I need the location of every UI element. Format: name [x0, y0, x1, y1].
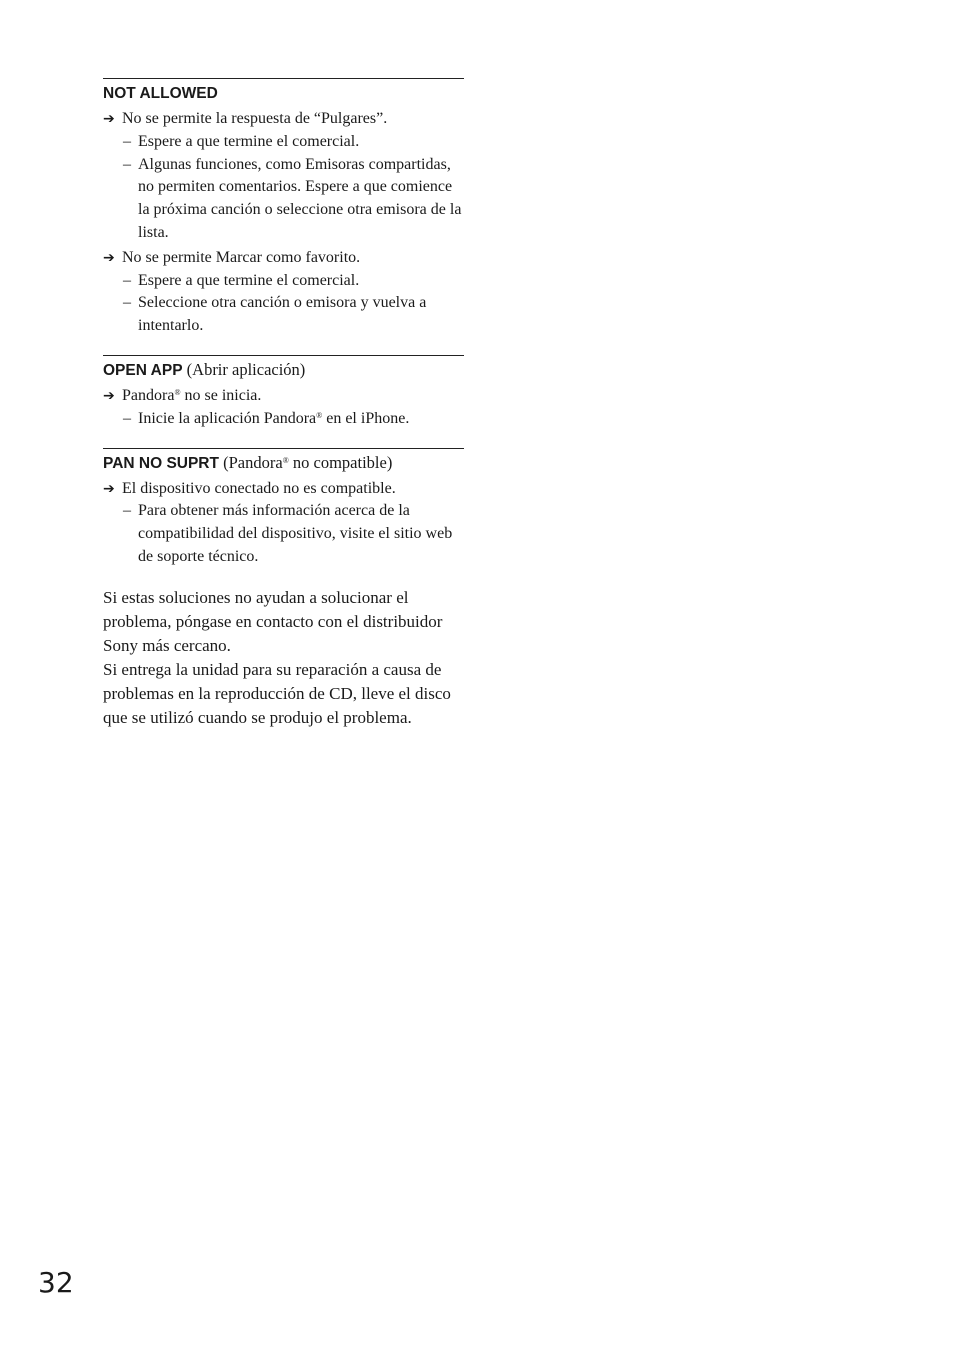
- page-number: 32: [38, 1266, 74, 1299]
- registered-mark: ®: [316, 410, 323, 420]
- error-description: (Abrir aplicación): [186, 359, 306, 379]
- section-heading: [103, 452, 464, 475]
- dash-bullet: –: [123, 409, 131, 427]
- section-heading: [103, 82, 464, 105]
- cause-item: [103, 247, 464, 270]
- dash-bullet: –: [123, 132, 131, 150]
- dash-bullet: –: [123, 155, 131, 173]
- remedy-item: [103, 131, 464, 154]
- remedy-text: Para obtener más información acerca de la compatibilidad del dispositivo, visite el sitio web de soporte técnico.: [138, 502, 453, 565]
- dash-bullet: –: [123, 271, 131, 289]
- cause-item: [103, 108, 464, 131]
- section-open-app: [103, 355, 464, 431]
- cause-text: No se permite la respuesta de “Pulgares”.: [122, 110, 388, 127]
- cause-text: no se inicia.: [180, 386, 262, 404]
- remedy-text: Inicie la aplicación Pandora: [138, 409, 317, 427]
- remedy-item: [103, 292, 464, 338]
- remedy-item: [103, 500, 464, 568]
- remedy-item: [103, 270, 464, 293]
- dash-bullet: –: [123, 294, 131, 312]
- closing-notes: [103, 586, 464, 730]
- arrow-right-icon: ➔: [103, 111, 115, 127]
- cause-item: [103, 478, 464, 501]
- registered-mark: ®: [282, 455, 289, 465]
- section-not-allowed: [103, 78, 464, 338]
- remedy-text: Algunas funciones, como Emisoras compartidas, no permiten comentarios. Espere a que comience la próxima canción o seleccione otra emisora de la lista.: [138, 155, 462, 241]
- dash-bullet: –: [123, 502, 131, 520]
- footer-paragraph: Si estas soluciones no ayudan a solucionar el problema, póngase en contacto con el distribuidor Sony más cercano.: [103, 587, 443, 655]
- error-description: (Pandora: [223, 452, 283, 472]
- arrow-right-icon: ➔: [103, 480, 115, 497]
- arrow-right-icon: ➔: [103, 387, 115, 404]
- error-code: NOT ALLOWED: [103, 85, 218, 102]
- brand-name: Pandora: [122, 386, 175, 404]
- remedy-item: [103, 154, 464, 245]
- remedy-text: Espere a que termine el comercial.: [138, 132, 360, 150]
- error-code: OPEN APP: [103, 361, 183, 379]
- cause-text: No se permite Marcar como favorito.: [122, 248, 361, 266]
- remedy-text-end: en el iPhone.: [322, 409, 410, 427]
- error-description-end: no compatible): [288, 452, 393, 472]
- content-column: [103, 78, 464, 730]
- remedy-text: Seleccione otra canción o emisora y vuelva a intentarlo.: [138, 294, 427, 335]
- section-pan-no-suprt: [103, 448, 464, 569]
- error-code: PAN NO SUPRT: [103, 454, 219, 472]
- arrow-right-icon: ➔: [103, 249, 115, 266]
- cause-item: [103, 385, 464, 408]
- footer-paragraph: Si entrega la unidad para su reparación a causa de problemas en la reproducción de CD, lleve el disco que se utilizó cuando se produjo el problema.: [103, 659, 451, 727]
- cause-text: El dispositivo conectado no es compatible.: [122, 479, 396, 497]
- remedy-item: [103, 408, 464, 431]
- registered-mark: ®: [174, 387, 181, 397]
- section-heading: [103, 359, 464, 382]
- remedy-text: Espere a que termine el comercial.: [138, 271, 360, 289]
